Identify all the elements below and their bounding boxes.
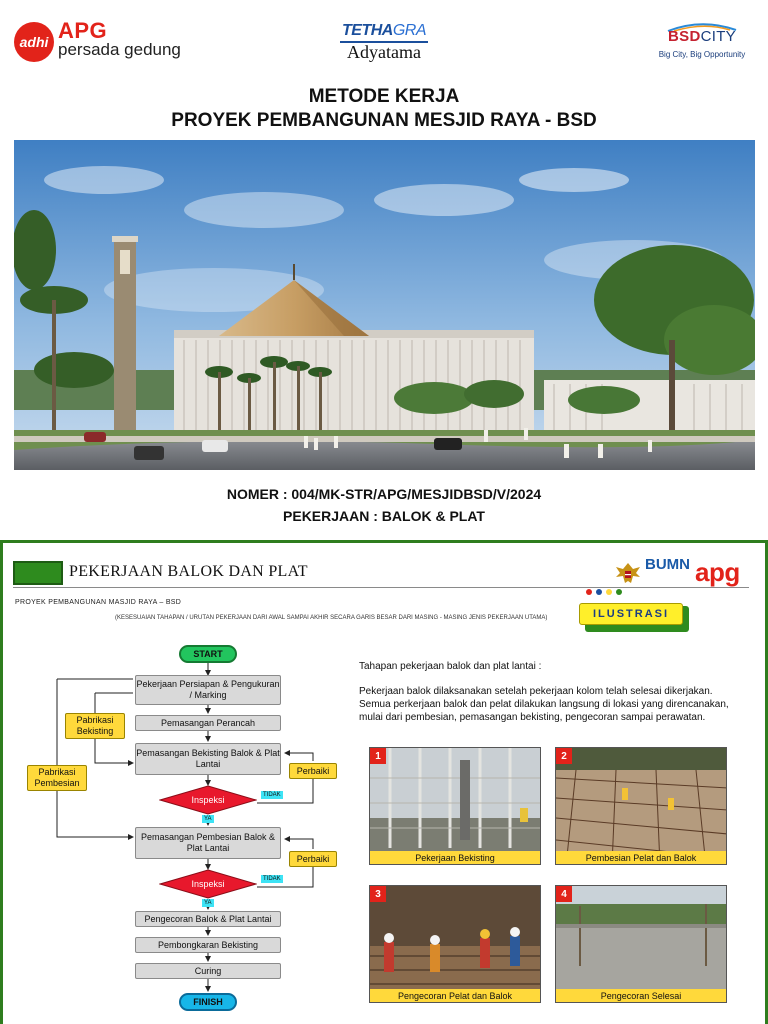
tethagra-logo bbox=[334, 22, 434, 66]
bumn-text: BUMN bbox=[645, 556, 690, 573]
ya-tag-2: YA bbox=[204, 900, 212, 906]
flow-step-curing: Curing bbox=[135, 963, 281, 979]
bsd-tagline: Big City, Big Opportunity bbox=[658, 50, 746, 59]
gra-text: GRA bbox=[392, 22, 426, 39]
bekisting-photo-image bbox=[370, 748, 541, 865]
flow-step-scaffolding: Pemasangan Perancah bbox=[135, 715, 281, 731]
pembesian-photo-image bbox=[556, 748, 727, 865]
slide-title: PEKERJAAN BALOK DAN PLAT bbox=[69, 563, 308, 580]
stage-intro: Tahapan pekerjaan balok dan plat lantai : bbox=[359, 661, 542, 672]
adhi-sub-text: persada gedung bbox=[58, 40, 181, 59]
bsd-text: BSD bbox=[668, 28, 701, 45]
photo-caption-3: Pengecoran Pelat dan Balok bbox=[370, 989, 540, 1002]
slide-project-name: PROYEK PEMBANGUNAN MASJID RAYA – BSD bbox=[15, 599, 182, 606]
photo-caption-1: Pekerjaan Bekisting bbox=[370, 851, 540, 864]
pengecoran-photo-image bbox=[370, 886, 541, 1003]
apg-logo: apg bbox=[695, 557, 740, 587]
photo-caption-4: Pengecoran Selesai bbox=[556, 989, 726, 1002]
bsd-city-logo bbox=[654, 22, 750, 64]
garuda-icon bbox=[613, 559, 643, 589]
pengecoran-selesai-photo-image bbox=[556, 886, 727, 1003]
city-text: CITY bbox=[700, 28, 736, 45]
tetha-text: TETHA bbox=[342, 22, 393, 39]
fabrikasi-bekisting-box: Pabrikasi Bekisting bbox=[65, 713, 125, 739]
ilustrasi-label: ILUSTRASI bbox=[579, 603, 683, 625]
document-title: METODE KERJA bbox=[308, 86, 460, 107]
mosque-illustration bbox=[14, 140, 755, 470]
adhi-apg-text: APG bbox=[58, 18, 108, 43]
flow-step-rebar: Pemasangan Pembesian Balok & Plat Lantai bbox=[135, 827, 281, 859]
slide-title-block bbox=[13, 561, 63, 585]
flow-start: START bbox=[179, 645, 237, 663]
stage-description: Pekerjaan balok dilaksanakan setelah pekerjaan kolom telah selesai dikerjakan. Semua perkerjaan balok dan pelat dilakukan langsung di lokasi yang direncanakan, mulai dari pembesian, pemasangan bekisting, pengecoran sampai perawatan. bbox=[359, 686, 729, 723]
document-subtitle: PROYEK PEMBANGUNAN MESJID RAYA - BSD bbox=[171, 110, 597, 131]
photo-number-3: 3 bbox=[370, 886, 386, 902]
slide-note: (KESESUAIAN TAHAPAN / URUTAN PEKERJAAN DARI AWAL SAMPAI AKHIR SECARA GARIS BESAR DARI MASING - MASING JENIS PEKERJAAN UTAMA) bbox=[115, 615, 548, 621]
bumn-logo bbox=[645, 557, 691, 591]
adhi-apg-logo bbox=[14, 20, 189, 64]
flow-step-casting: Pengecoran Balok & Plat Lantai bbox=[135, 911, 281, 927]
inspeksi-label-2: Inspeksi bbox=[191, 879, 225, 889]
tidak-tag-1: TIDAK bbox=[263, 792, 281, 798]
flow-step-formwork: Pemasangan Bekisting Balok & Plat Lantai bbox=[135, 743, 281, 775]
photo-number-1: 1 bbox=[370, 748, 386, 764]
photo-pembesian bbox=[555, 747, 727, 865]
method-slide bbox=[0, 540, 768, 1024]
work-flowchart bbox=[3, 639, 353, 1023]
photo-bekisting bbox=[369, 747, 541, 865]
tidak-tag-2: TIDAK bbox=[263, 876, 281, 882]
fabrikasi-pembesian-box: Pabrikasi Pembesian bbox=[27, 765, 87, 791]
mosque-rendering-image bbox=[14, 140, 755, 470]
inspeksi-label-1: Inspeksi bbox=[191, 795, 225, 805]
ilustrasi-dots-icon bbox=[585, 588, 625, 596]
photo-number-4: 4 bbox=[556, 886, 572, 902]
photo-pengecoran bbox=[369, 885, 541, 1003]
flow-step-preparation: Pekerjaan Persiapan & Pengukuran / Marking bbox=[135, 675, 281, 705]
flow-step-formwork-removal: Pembongkaran Bekisting bbox=[135, 937, 281, 953]
photo-caption-2: Pembesian Pelat dan Balok bbox=[556, 851, 726, 864]
adyatama-text: Adyatama bbox=[347, 42, 421, 62]
flow-finish: FINISH bbox=[179, 993, 237, 1011]
photo-number-2: 2 bbox=[556, 748, 572, 764]
adhi-mark: adhi bbox=[14, 22, 54, 62]
photo-pengecoran-selesai bbox=[555, 885, 727, 1003]
perbaiki-box-2: Perbaiki bbox=[289, 851, 337, 867]
perbaiki-box-1: Perbaiki bbox=[289, 763, 337, 779]
ilustrasi-badge bbox=[579, 603, 689, 629]
document-job: PEKERJAAN : BALOK & PLAT bbox=[283, 508, 485, 524]
ya-tag-1: YA bbox=[204, 816, 212, 822]
document-number: NOMER : 004/MK-STR/APG/MESJIDBSD/V/2024 bbox=[226, 486, 542, 502]
